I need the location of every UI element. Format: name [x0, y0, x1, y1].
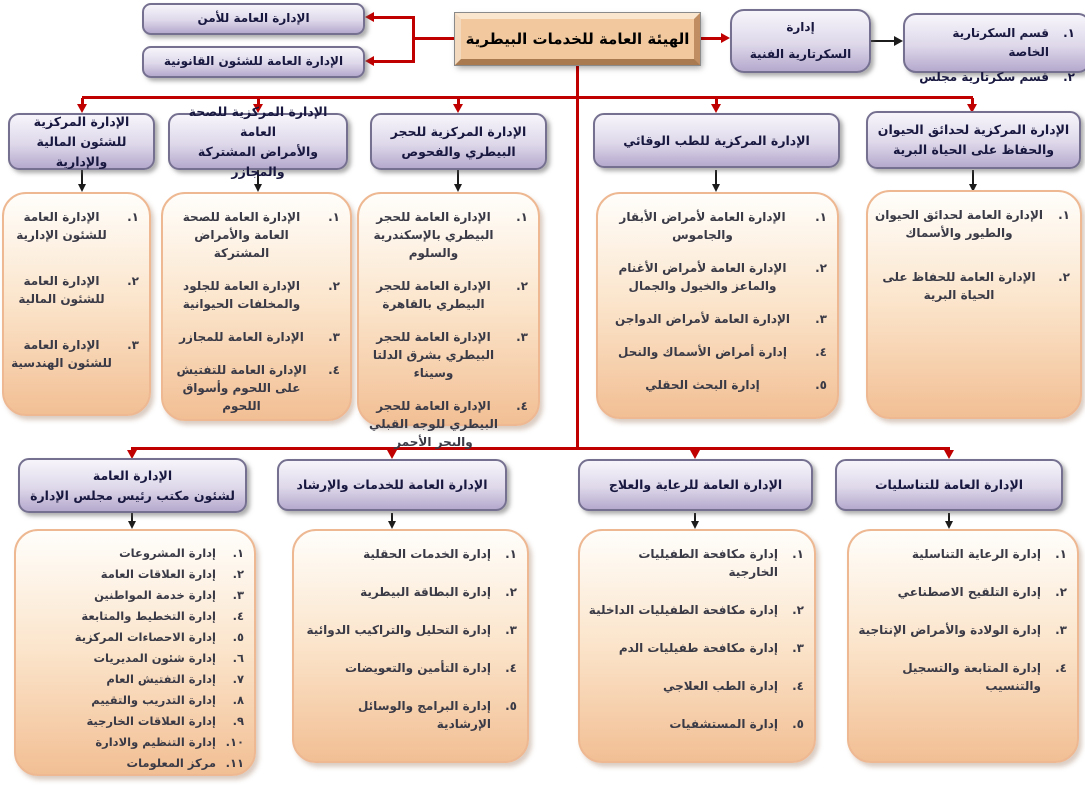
arrowhead-left: [365, 56, 374, 66]
list-item: [300, 621, 517, 639]
item-text: إدارة البرامج والوسائل الإرشادية: [357, 699, 491, 731]
header-text: الإدارة العامة للرعاية والعلاج: [608, 477, 783, 492]
item-number: ٤.: [1055, 661, 1067, 675]
item-text: إدارة المشروعات: [119, 546, 216, 560]
item-number: ١.: [1055, 547, 1067, 561]
list-item: [604, 343, 827, 361]
list-item: [586, 715, 804, 733]
security-box: الإدارة العامة للأمن: [142, 3, 365, 35]
item-text: الإدارة العامة للتفتيش على اللحوم وأسواق اللحوم: [176, 363, 307, 413]
technical-secretariat-box: [730, 9, 871, 73]
list-item: [22, 564, 244, 584]
list-item: [365, 277, 528, 313]
list-item: [300, 545, 517, 563]
item-text: الإدارة العامة لحدائق الحيوان والطيور والأسماك: [874, 208, 1044, 240]
list-item: [586, 545, 804, 581]
list-item: [22, 585, 244, 605]
item-text: إدارة الرعاية التناسلية: [911, 547, 1041, 561]
item-text: إدارة البطاقة البيطرية: [360, 585, 491, 599]
item-number: ٣.: [516, 330, 528, 344]
item-text: إدارة الطب العلاجي: [662, 679, 778, 693]
item-number: ٣.: [1055, 623, 1067, 637]
item-text: إدارة المستشفيات: [669, 717, 778, 731]
item-text: إدارة التحليل والتراكيب الدوائية: [306, 623, 491, 637]
item-text: إدارة المتابعة والتسجيل والتنسيب: [902, 661, 1041, 693]
list-item: [22, 732, 244, 752]
item-text: إدارة العلاقات الخارجية: [86, 714, 216, 728]
item-number: ٣.: [792, 641, 804, 655]
item-text: الإدارة العامة للصحة العامة والأمراض المشتركة: [182, 210, 301, 260]
item-text: الإدارة العامة للجلود والمخلفات الحيوانية: [182, 279, 301, 311]
connector-line: [972, 170, 974, 184]
connector-line: [715, 170, 717, 184]
item-number: ١.: [328, 210, 340, 224]
list-item: [855, 621, 1067, 639]
list-item: [10, 208, 139, 244]
list-item: [22, 669, 244, 689]
arrowhead-down: [387, 450, 397, 459]
list-item: [874, 268, 1070, 304]
item-text: إدارة العلاقات العامة: [100, 567, 216, 581]
list-item: [300, 583, 517, 601]
item-text: إدارة الولادة والأمراض الإنتاجية: [858, 623, 1041, 637]
arrowhead-down: [691, 521, 699, 529]
header-text: الإدارة المركزية للطب الوقائي: [623, 132, 810, 148]
row2-header-preventive-medicine: [593, 113, 840, 168]
connector-line: [700, 37, 721, 40]
connector-trunk: [576, 64, 579, 450]
item-number: ٨.: [232, 693, 244, 707]
item-number: ١.: [792, 547, 804, 561]
list-item: [855, 583, 1067, 601]
item-text: إدارة التأمين والتعويضات: [344, 661, 491, 675]
item-number: ٣.: [328, 330, 340, 344]
list-item: [604, 310, 827, 328]
arrowhead-right: [894, 36, 903, 46]
item-number: ٢.: [232, 567, 244, 581]
header-text: السكرتارية الفنية: [749, 46, 852, 61]
item-text: الإدارة العامة للحفاظ على الحياة البرية: [882, 270, 1036, 302]
row3-header-reproduction: [835, 459, 1063, 511]
item-number: ١.: [505, 547, 517, 561]
list-item: [22, 543, 244, 563]
item-text: مركز المعلومات: [126, 756, 216, 770]
list-item: [300, 697, 517, 733]
row3-header-chairman-office: [18, 458, 247, 513]
item-number: ٢.: [815, 261, 827, 275]
item-text: إدارة أمراض الأسماك والنحل: [618, 345, 787, 359]
arrowhead-down: [128, 521, 136, 529]
list-item: [586, 601, 804, 619]
item-number: ٥.: [505, 699, 517, 713]
row3-header-care-treatment: [578, 459, 813, 511]
arrowhead-down: [454, 184, 462, 192]
connector-line: [81, 170, 83, 184]
item-number: ٢.: [1055, 585, 1067, 599]
header-text: الإدارة العامة: [92, 467, 173, 483]
list-item: [909, 68, 1075, 87]
item-number: ٤.: [516, 399, 528, 413]
row2-header-quarantine: [370, 113, 547, 170]
header-text: لشئون مكتب رئيس مجلس الإدارة: [30, 487, 235, 503]
row2-list-quarantine: [357, 192, 540, 449]
list-item: [22, 648, 244, 668]
header-text: والحفاظ على الحياة البرية: [892, 142, 1055, 157]
list-item: [604, 376, 827, 394]
item-text: الإدارة العامة للمجازر: [179, 330, 304, 344]
list-item: [874, 206, 1070, 242]
row2-list-public-health: [161, 192, 352, 421]
arrowhead-down: [945, 521, 953, 529]
item-text: إدارة خدمة المواطنين: [94, 588, 216, 602]
connector-rail-row2: [82, 96, 973, 99]
list-item: [22, 711, 244, 731]
list-item: [10, 336, 139, 372]
item-number: ٩.: [232, 714, 244, 728]
row3-header-services-extension: [277, 459, 507, 511]
row3-list-chairman-office: [14, 529, 256, 776]
item-text: الإدارة العامة لأمراض الأبقار والجاموس: [619, 210, 786, 242]
row2-header-financial-admin: [8, 113, 155, 170]
item-number: ١.: [516, 210, 528, 224]
list-item: [169, 277, 340, 313]
item-number: ١١.: [225, 756, 244, 770]
item-number: ١.: [232, 546, 244, 560]
item-number: ٧.: [232, 672, 244, 686]
row2-list-preventive-medicine: [596, 192, 839, 419]
item-text: الإدارة العامة للحجر البيطري للوجه القبلي والبحر الأحمر: [369, 399, 498, 449]
item-text: إدارة مكافحة الطفيليات الخارجية: [638, 547, 778, 579]
list-item: [300, 659, 517, 677]
header-text: إدارة: [786, 20, 815, 35]
item-text: الإدارة العامة للحجر البيطري بالقاهرة: [376, 279, 491, 311]
item-number: ٣.: [127, 338, 139, 352]
list-item: [22, 690, 244, 710]
item-number: ٥.: [815, 378, 827, 392]
secretariat-departments-list: [903, 13, 1085, 85]
arrowhead-right: [721, 33, 730, 43]
header-text: للشئون المالية والإدارية: [36, 133, 127, 169]
item-number: ٢.: [1063, 70, 1075, 85]
row2-list-zoos-wildlife: [866, 190, 1082, 419]
item-number: ٣.: [505, 623, 517, 637]
header-text: الإدارة المركزية للصحة العامة: [188, 103, 328, 139]
item-text: الإدارة العامة للشئون المالية: [18, 274, 105, 306]
arrowhead-left: [365, 12, 374, 22]
root-box-general-authority: الهيئة العامة للخدمات البيطرية: [455, 13, 700, 65]
row3-list-care-treatment: [578, 529, 816, 763]
list-item: [22, 753, 244, 773]
connector-line: [412, 16, 415, 63]
arrowhead-down: [78, 184, 86, 192]
row3-list-services-extension: [292, 529, 529, 763]
list-item: [365, 397, 528, 451]
item-number: ٣.: [815, 312, 827, 326]
item-text: الإدارة العامة لأمراض الدواجن: [614, 312, 791, 326]
item-text: إدارة التخطيط والمتابعة: [81, 609, 216, 623]
list-item: [22, 606, 244, 626]
list-item: [22, 627, 244, 647]
arrowhead-down: [388, 521, 396, 529]
item-text: إدارة البحث الحقلي: [645, 378, 760, 392]
list-item: [855, 659, 1067, 695]
item-text: إدارة التدريب والتقييم: [91, 693, 216, 707]
header-text: الإدارة المركزية للحجر: [390, 123, 527, 139]
item-number: ١.: [1058, 208, 1070, 222]
item-number: ٢.: [792, 603, 804, 617]
item-text: إدارة التلقيح الاصطناعي: [897, 585, 1041, 599]
item-number: ٢.: [516, 279, 528, 293]
item-number: ٣.: [232, 588, 244, 602]
item-number: ٢.: [1058, 270, 1070, 284]
item-number: ٢.: [127, 274, 139, 288]
connector-rail-row3: [131, 447, 950, 450]
list-item: [855, 545, 1067, 563]
list-item: [586, 677, 804, 695]
connector-line: [871, 40, 894, 42]
item-text: إدارة مكافحة طفيليات الدم: [618, 641, 778, 655]
list-item: [604, 259, 827, 295]
arrowhead-down: [453, 104, 463, 113]
item-number: ١.: [815, 210, 827, 224]
item-number: ٢.: [505, 585, 517, 599]
item-text: قسم سكرتارية مجلس: [919, 70, 1049, 85]
header-text: والأمراض المشتركة والمجازر: [197, 143, 319, 179]
legal-box: الإدارة العامة للشئون القانونية: [142, 46, 365, 78]
item-text: إدارة التفتيش العام: [106, 672, 216, 686]
item-number: ٥.: [792, 717, 804, 731]
item-number: ٤.: [815, 345, 827, 359]
arrowhead-down: [254, 184, 262, 192]
row3-list-reproduction: [847, 529, 1079, 763]
row2-header-zoos-wildlife: [866, 111, 1081, 169]
item-number: ٥.: [232, 630, 244, 644]
item-number: ٤.: [232, 609, 244, 623]
header-text: الإدارة المركزية: [33, 113, 130, 129]
list-item: [169, 361, 340, 415]
item-text: إدارة الخدمات الحقلية: [363, 547, 491, 561]
header-text: الإدارة المركزية لحدائق الحيوان: [877, 122, 1070, 137]
row2-header-public-health: [168, 103, 348, 179]
item-number: ٢.: [328, 279, 340, 293]
connector-line: [374, 60, 414, 63]
item-text: إدارة مكافحة الطفيليات الداخلية: [588, 603, 778, 617]
arrowhead-down: [690, 450, 700, 459]
item-text: إدارة التنظيم والادارة: [95, 735, 216, 749]
arrowhead-down: [944, 450, 954, 459]
list-item: [10, 272, 139, 308]
item-number: ١٠.: [225, 735, 244, 749]
row2-list-financial-admin: [2, 192, 151, 416]
item-text: قسم السكرتارية الخاصة: [952, 26, 1049, 59]
list-item: [586, 639, 804, 657]
item-text: الإدارة العامة لأمراض الأغنام والماعز والخيول والجمال: [618, 261, 787, 293]
item-number: ٤.: [505, 661, 517, 675]
list-item: [604, 208, 827, 244]
list-item: [365, 328, 528, 382]
connector-line: [414, 37, 455, 40]
header-text: البيطري والفحوص: [401, 143, 516, 159]
header-text: الإدارة العامة للتناسليات: [874, 477, 1024, 492]
item-text: إدارة الاحصاءات المركزية: [74, 630, 216, 644]
item-text: الإدارة العامة للشئون الهندسية: [11, 338, 112, 370]
arrowhead-down: [712, 184, 720, 192]
item-number: ١.: [1063, 26, 1075, 40]
item-number: ١.: [127, 210, 139, 224]
header-text: الإدارة العامة للخدمات والإرشاد: [296, 477, 488, 492]
list-item: [909, 24, 1075, 61]
list-item: [365, 208, 528, 262]
item-number: ٤.: [328, 363, 340, 377]
list-item: [169, 328, 340, 346]
item-text: الإدارة العامة للشئون الإدارية: [16, 210, 107, 242]
item-text: الإدارة العامة للحجر البيطري بالإسكندرية والسلوم: [373, 210, 494, 260]
connector-line: [457, 170, 459, 184]
item-number: ٤.: [792, 679, 804, 693]
item-text: إدارة شئون المديريات: [93, 651, 216, 665]
list-item: [169, 208, 340, 262]
item-number: ٦.: [232, 651, 244, 665]
item-text: الإدارة العامة للحجر البيطري بشرق الدلتا وسيناء: [372, 330, 495, 380]
connector-line: [374, 16, 414, 19]
arrowhead-down: [711, 104, 721, 113]
